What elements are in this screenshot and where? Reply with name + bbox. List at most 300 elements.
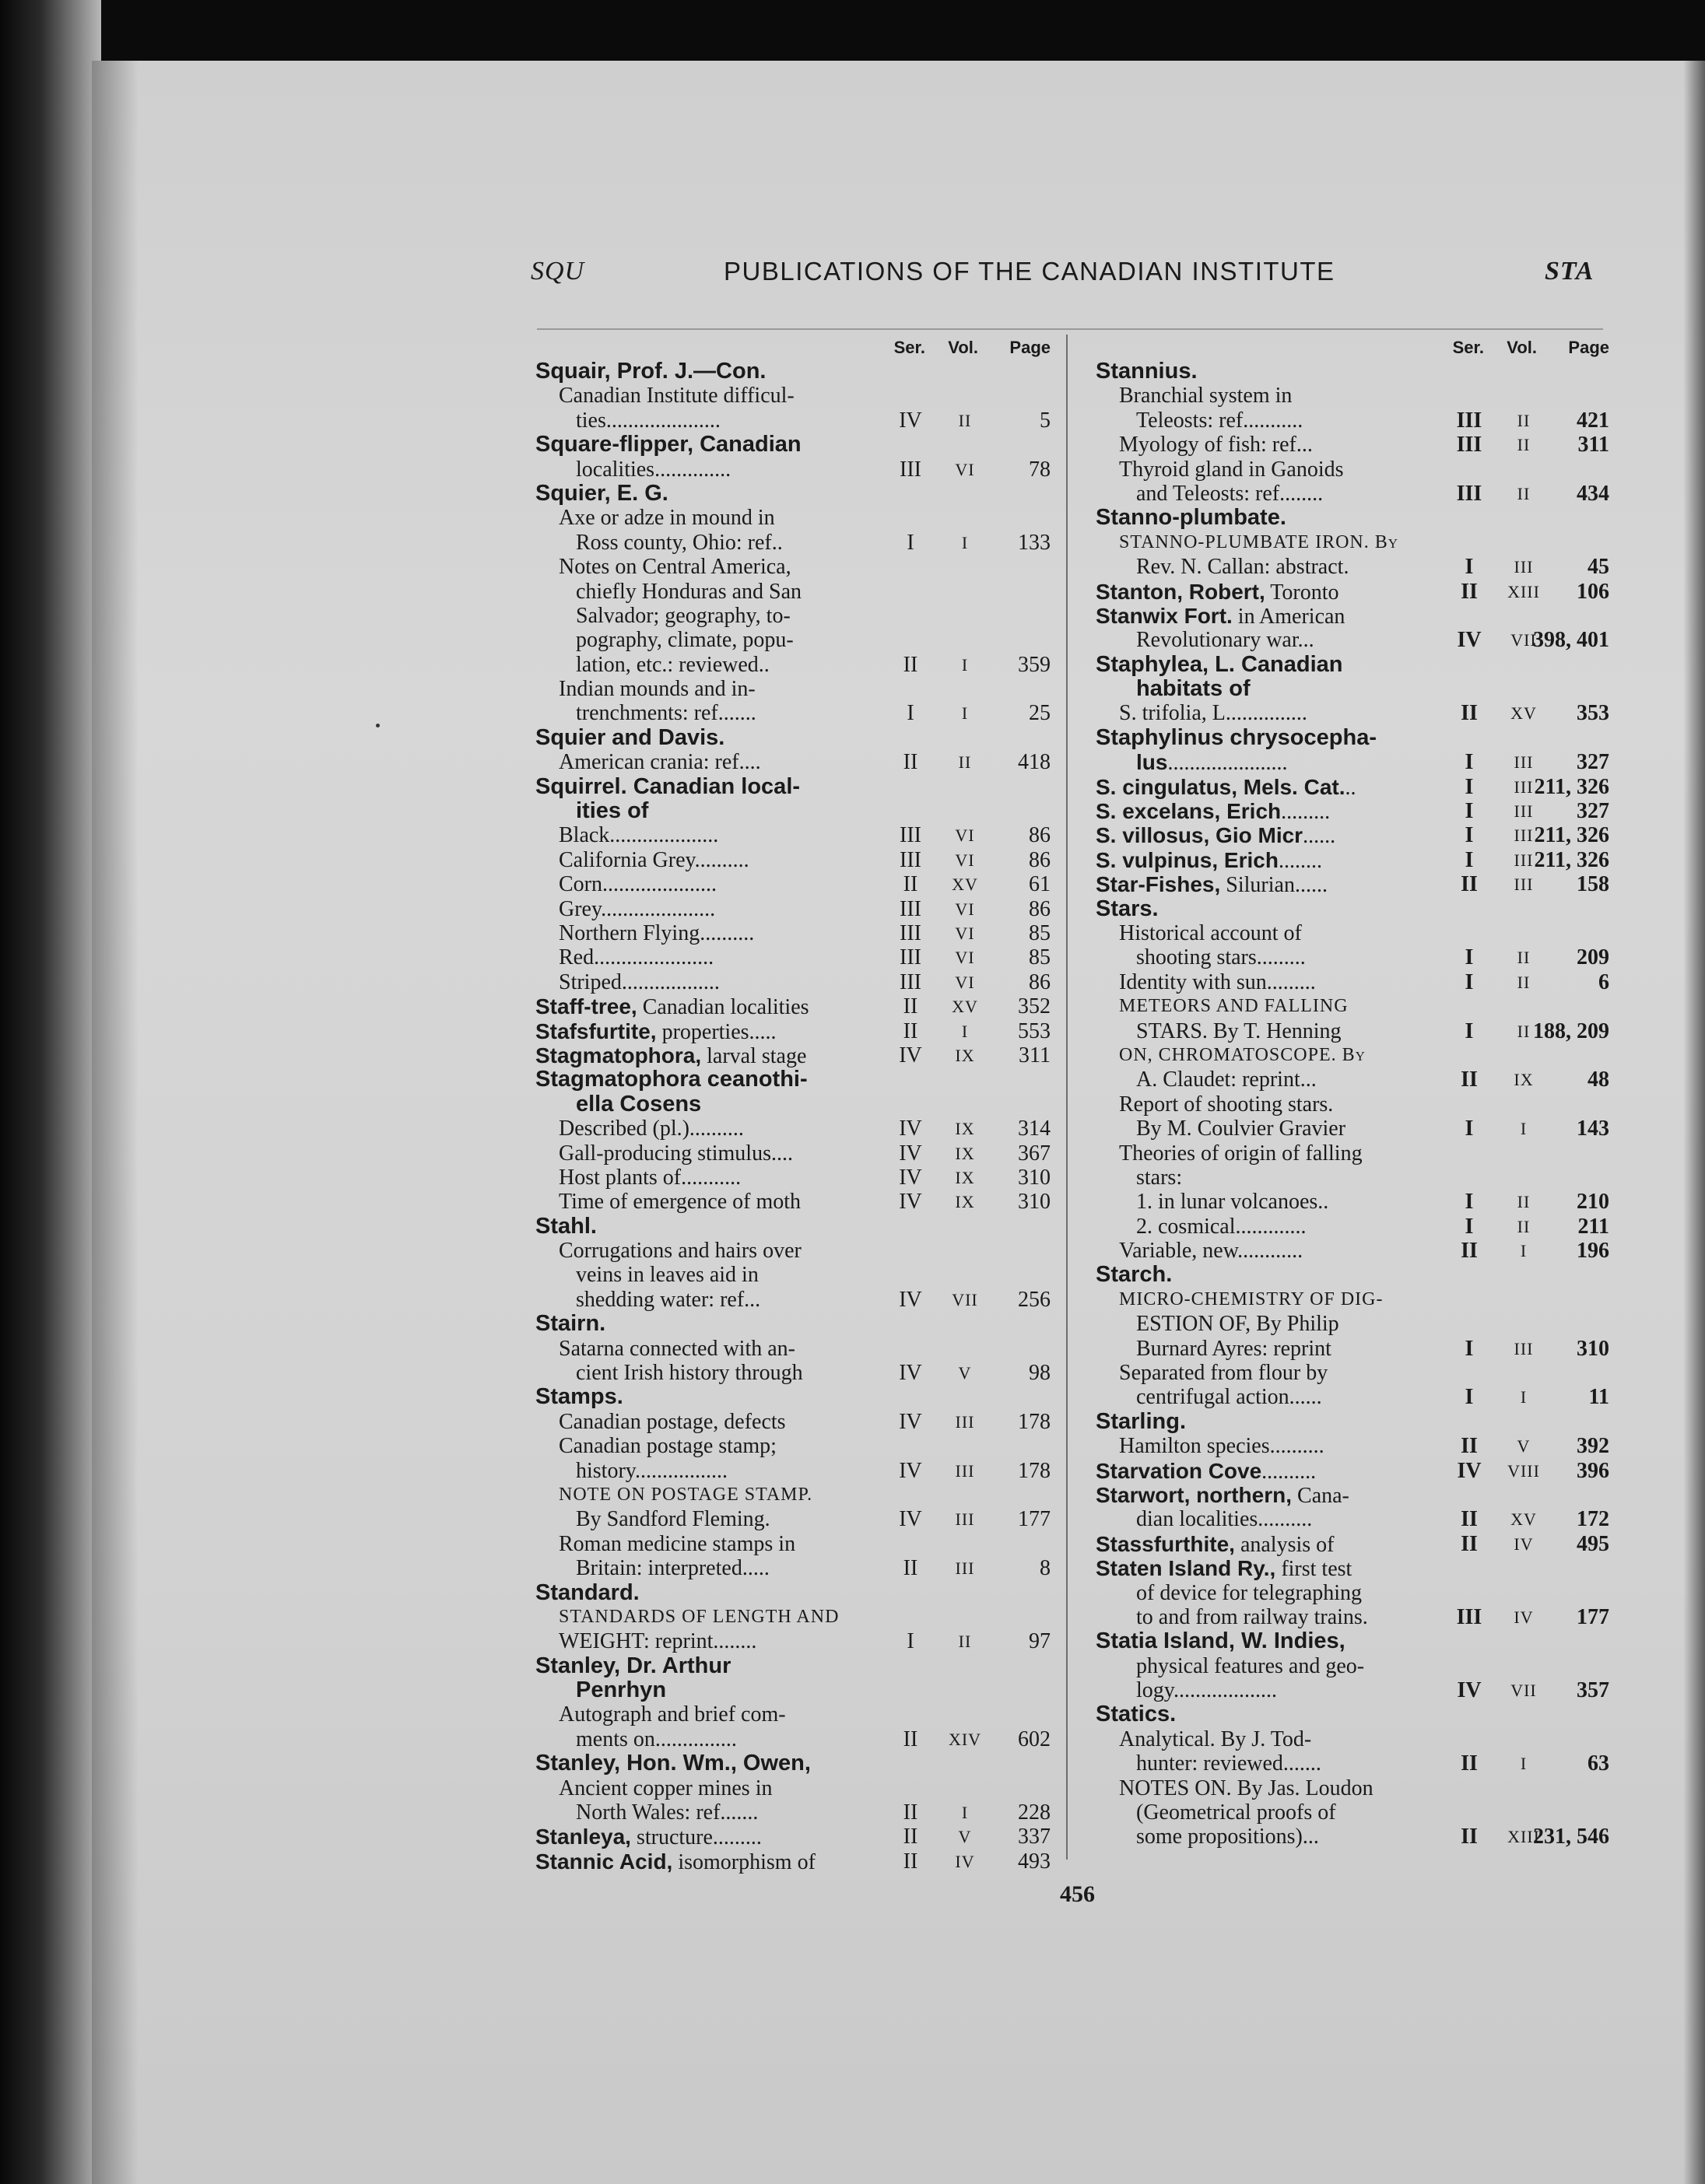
volume-number: III: [1514, 875, 1534, 895]
series-number: III: [1456, 1604, 1482, 1629]
index-entry: [1096, 994, 1609, 1018]
series-number: II: [903, 872, 918, 897]
series-number: IV: [1457, 628, 1482, 653]
index-entry: [1096, 457, 1609, 482]
index-entry: [535, 1361, 1051, 1385]
series-number: III: [900, 920, 921, 945]
entry-text: By Sandford Fleming.: [576, 1507, 770, 1532]
entry-text: S. villosus, Gio Micr......: [1096, 823, 1336, 849]
entry-text: Ross county, Ohio: ref..: [576, 530, 783, 555]
entry-text: Branchial system in: [1119, 384, 1293, 408]
index-entry: [535, 750, 1051, 774]
index-entry: [1096, 945, 1609, 969]
index-entry: [1096, 1678, 1609, 1702]
series-number: IV: [899, 1117, 922, 1141]
page-ref: 11: [1588, 1385, 1609, 1410]
header-ser: Ser.: [1452, 338, 1484, 357]
volume-number: XIII: [1507, 581, 1540, 601]
volume-number: XIV: [948, 1729, 982, 1749]
entry-text: Staten Island Ry., first test: [1096, 1556, 1352, 1582]
index-entry: [1096, 1190, 1609, 1214]
page-ref: 418: [1018, 750, 1051, 775]
volume-number: III: [1514, 850, 1534, 870]
volume-number: VI: [955, 923, 975, 943]
page-ref: 178: [1018, 1409, 1051, 1434]
series-number: IV: [899, 408, 922, 433]
page-ref: 86: [1029, 823, 1051, 848]
entry-text: ESTION OF, By Philip: [1136, 1312, 1339, 1337]
entry-text: Staff-tree, Canadian localities: [535, 994, 809, 1020]
entry-text: S. vulpinus, Erich........: [1096, 847, 1322, 873]
series-number: II: [903, 1018, 918, 1043]
series-number: I: [1465, 969, 1474, 994]
entry-text: ON, CHROMATOSCOPE. By: [1119, 1044, 1366, 1065]
entry-text: logy...................: [1136, 1678, 1277, 1703]
page-ref: 495: [1577, 1531, 1609, 1556]
index-entry: [1096, 1629, 1609, 1653]
entry-text: S. cingulatus, Mels. Cat...: [1096, 774, 1356, 800]
entry-text: American crania: ref....: [559, 750, 761, 775]
index-entry: [535, 1215, 1051, 1239]
entry-text: Axe or adze in mound in: [559, 506, 775, 531]
index-entry: [1096, 1702, 1609, 1727]
index-entry: [1096, 555, 1609, 579]
index-entry: [1096, 677, 1609, 701]
page-ref: 311: [1577, 433, 1609, 457]
index-entry: [1096, 872, 1609, 896]
header-vol: Vol.: [1507, 338, 1537, 357]
volume-number: III: [1514, 801, 1534, 822]
entry-text: NOTES ON. By Jas. Loudon: [1119, 1776, 1373, 1800]
header-rule: [537, 328, 1603, 330]
index-entry: [535, 1092, 1051, 1117]
volume-number: I: [961, 532, 969, 552]
page-ref: 98: [1029, 1361, 1051, 1386]
page-ref: 327: [1577, 750, 1609, 775]
page-ref: 211, 326: [1534, 823, 1609, 848]
volume-number: VI: [955, 850, 975, 870]
index-entry: [535, 1434, 1051, 1458]
running-head-left: SQU: [531, 257, 585, 286]
entry-heading: Stanley, Dr. Arthur: [535, 1653, 731, 1678]
index-entry: [1096, 482, 1609, 506]
volume-number: VI: [955, 459, 975, 479]
entry-text: of device for telegraphing: [1136, 1580, 1362, 1605]
volume-number: XV: [952, 875, 978, 895]
series-number: IV: [899, 1190, 922, 1215]
index-entry: [1096, 384, 1609, 408]
volume-number: I: [1520, 1241, 1528, 1261]
index-entry: [1096, 1483, 1609, 1507]
page-ref: 359: [1018, 652, 1051, 677]
entry-text: Hamilton species..........: [1119, 1434, 1324, 1459]
scan-shadow: [1683, 61, 1705, 2184]
index-entry: [535, 555, 1051, 579]
index-entry: [1096, 897, 1609, 921]
page-ref: 172: [1577, 1507, 1609, 1532]
index-entry: [535, 1459, 1051, 1483]
index-column-left: [535, 336, 1051, 1874]
volume-number: V: [958, 1827, 972, 1847]
entry-text: chiefly Honduras and San: [576, 579, 802, 604]
volume-number: VIII: [1507, 1460, 1540, 1481]
index-entry: [535, 970, 1051, 994]
page-ref: 177: [1018, 1507, 1051, 1532]
series-number: II: [903, 1800, 918, 1825]
index-entries: [1096, 359, 1609, 1849]
entry-heading: ella Cosens: [576, 1091, 702, 1117]
series-number: I: [907, 530, 914, 555]
entry-text: localities..............: [576, 457, 731, 482]
series-number: III: [900, 896, 921, 921]
page-ref: 177: [1577, 1604, 1609, 1629]
entry-heading: habitats of: [1136, 676, 1251, 702]
index-entry: [535, 457, 1051, 482]
entry-text: Red......................: [559, 945, 714, 970]
volume-number: IX: [955, 1119, 975, 1139]
entry-text: stars:: [1136, 1165, 1183, 1190]
page-ref: 209: [1577, 945, 1609, 970]
index-column-right: [1096, 336, 1609, 1849]
entry-heading: Squier, E. G.: [535, 480, 668, 506]
series-number: II: [1461, 1825, 1478, 1849]
series-number: II: [903, 994, 918, 1019]
entry-text: Satarna connected with an-: [559, 1336, 795, 1361]
entry-text: Theories of origin of falling: [1119, 1141, 1363, 1166]
series-number: I: [1465, 774, 1474, 799]
entry-text: Gall-producing stimulus....: [559, 1141, 793, 1166]
index-entry: [535, 1019, 1051, 1043]
index-entry: [535, 408, 1051, 433]
entry-text: centrifugal action......: [1136, 1385, 1322, 1410]
series-number: IV: [1457, 1458, 1482, 1483]
volume-number: I: [961, 1803, 969, 1823]
entry-text: Stannic Acid, isomorphism of: [535, 1849, 816, 1874]
entry-text: Stagmatophora, larval stage: [535, 1043, 807, 1068]
series-number: I: [1465, 555, 1474, 580]
entry-text: North Wales: ref.......: [576, 1800, 759, 1825]
volume-number: I: [961, 1021, 969, 1041]
volume-number: III: [955, 1558, 975, 1579]
series-number: I: [1465, 847, 1474, 872]
index-entry: [535, 1337, 1051, 1361]
page-ref: 106: [1577, 579, 1609, 604]
volume-number: II: [1517, 435, 1531, 455]
volume-number: I: [961, 703, 969, 724]
column-divider: [1066, 335, 1068, 1860]
series-number: IV: [899, 1458, 922, 1483]
volume-number: II: [1517, 410, 1531, 430]
entry-text: Ancient copper mines in: [559, 1776, 773, 1800]
entry-heading: Stamps.: [535, 1384, 623, 1410]
index-entry: [1096, 580, 1609, 604]
page-ref: 367: [1018, 1141, 1051, 1166]
index-entry: [1096, 1459, 1609, 1483]
page-ref: 434: [1577, 481, 1609, 506]
index-entry: [535, 775, 1051, 799]
entry-text: METEORS AND FALLING: [1119, 996, 1349, 1017]
volume-number: III: [1514, 557, 1534, 577]
index-entry: [535, 653, 1051, 677]
page-ref: 25: [1029, 701, 1051, 726]
volume-number: II: [958, 752, 972, 773]
volume-number: VI: [955, 972, 975, 992]
entry-text: Analytical. By J. Tod-: [1119, 1727, 1312, 1751]
page-ref: 314: [1018, 1117, 1051, 1141]
entry-text: Identity with sun.........: [1119, 969, 1316, 994]
index-entry: [535, 1751, 1051, 1776]
entry-heading: Standard.: [535, 1579, 640, 1605]
entry-text: Notes on Central America,: [559, 555, 791, 580]
entry-text: Northern Flying..........: [559, 920, 755, 945]
index-entry: [1096, 1361, 1609, 1385]
index-entry: [535, 1312, 1051, 1336]
index-entry: [535, 580, 1051, 604]
page-ref: 86: [1029, 896, 1051, 921]
index-entry: [1096, 1727, 1609, 1751]
entry-text: S. excelans, Erich.........: [1096, 799, 1331, 825]
page-ref: 210: [1577, 1190, 1609, 1215]
entry-heading: Starch.: [1096, 1262, 1173, 1288]
series-number: II: [1461, 1531, 1478, 1556]
entry-text: physical features and geo-: [1136, 1653, 1365, 1678]
entry-text: WEIGHT: reprint........: [559, 1629, 757, 1654]
entry-text: STARS. By T. Henning: [1136, 1018, 1342, 1043]
volume-number: VII: [1510, 1681, 1537, 1701]
index-entry: [1096, 1043, 1609, 1067]
entry-text: Striped..................: [559, 969, 720, 994]
index-entry: [535, 1190, 1051, 1214]
index-entry: [1096, 1532, 1609, 1556]
index-entry: [535, 1800, 1051, 1825]
page-ref: 86: [1029, 847, 1051, 872]
series-number: II: [1461, 1434, 1478, 1459]
index-entry: [535, 1702, 1051, 1727]
index-entry: [535, 701, 1051, 725]
page-ref: 493: [1018, 1849, 1051, 1874]
index-entry: [1096, 1141, 1609, 1166]
volume-number: XV: [1510, 703, 1537, 724]
volume-number: II: [958, 1632, 972, 1652]
index-entry: [535, 994, 1051, 1018]
index-entry: [1096, 1312, 1609, 1336]
entry-heading: Starling.: [1096, 1408, 1187, 1434]
entry-text: shedding water: ref...: [576, 1287, 761, 1312]
entry-text: Variable, new............: [1119, 1239, 1303, 1264]
index-entry: [535, 1532, 1051, 1556]
volume-number: IX: [955, 1192, 975, 1212]
volume-number: II: [1517, 1192, 1531, 1212]
index-entry: [1096, 1434, 1609, 1458]
series-number: IV: [899, 1165, 922, 1190]
series-number: IV: [899, 1507, 922, 1532]
page-ref: 196: [1577, 1239, 1609, 1264]
series-number: I: [1465, 1190, 1474, 1215]
index-entry: [535, 531, 1051, 555]
index-entry: [1096, 433, 1609, 457]
volume-number: II: [1517, 972, 1531, 992]
index-entry: [535, 1605, 1051, 1629]
page-ref: 310: [1018, 1165, 1051, 1190]
series-number: II: [903, 1849, 918, 1874]
entry-text: shooting stars.........: [1136, 945, 1306, 970]
entry-text: Starvation Cove..........: [1096, 1458, 1317, 1484]
page-ref: 392: [1577, 1434, 1609, 1459]
series-number: I: [1465, 1336, 1474, 1361]
index-entry: [535, 897, 1051, 921]
series-number: II: [1461, 1067, 1478, 1092]
entry-heading: Square-flipper, Canadian: [535, 432, 802, 457]
index-entry: [1096, 1556, 1609, 1580]
series-number: II: [1461, 1751, 1478, 1776]
running-head-title: PUBLICATIONS OF THE CANADIAN INSTITUTE: [724, 257, 1335, 286]
header-vol: Vol.: [948, 338, 978, 357]
index-entry: [535, 1654, 1051, 1678]
entry-heading: Statics.: [1096, 1702, 1177, 1727]
entry-text: Rev. N. Callan: abstract.: [1136, 555, 1349, 580]
volume-number: V: [958, 1363, 972, 1383]
index-entry: [535, 1239, 1051, 1263]
volume-number: I: [1520, 1119, 1528, 1139]
index-entry: [1096, 1067, 1609, 1092]
series-number: I: [907, 1629, 914, 1654]
entry-heading: Staphylinus chrysocepha-: [1096, 724, 1377, 750]
index-entry: [1096, 628, 1609, 652]
page-ref: 85: [1029, 945, 1051, 970]
series-number: I: [1465, 1018, 1474, 1043]
entry-heading: Squirrel. Canadian local-: [535, 773, 801, 799]
index-entry: [1096, 1288, 1609, 1312]
entry-text: Revolutionary war...: [1136, 628, 1314, 653]
page-ref: 352: [1018, 994, 1051, 1019]
page-ref: 327: [1577, 799, 1609, 824]
volume-number: VI: [955, 948, 975, 968]
index-entry: [1096, 408, 1609, 433]
series-number: II: [1461, 701, 1478, 726]
page-ref: 353: [1577, 701, 1609, 726]
entry-text: Corn.....................: [559, 872, 717, 897]
index-entry: [535, 433, 1051, 457]
header-page: Page: [1009, 338, 1051, 357]
volume-number: III: [1514, 752, 1534, 773]
series-number: II: [1461, 1239, 1478, 1264]
volume-number: XV: [952, 997, 978, 1017]
index-entry: [1096, 1776, 1609, 1800]
index-entry: [535, 1507, 1051, 1531]
entry-text: ties.....................: [576, 408, 721, 433]
index-entry: [535, 1727, 1051, 1751]
index-entry: [535, 726, 1051, 750]
page-ref: 158: [1577, 872, 1609, 897]
page-ref: 188, 209: [1533, 1018, 1609, 1043]
volume-number: IX: [955, 1167, 975, 1187]
series-number: II: [903, 1825, 918, 1849]
index-entry: [1096, 1507, 1609, 1531]
page-ref: 133: [1018, 530, 1051, 555]
page-ref: 6: [1598, 969, 1609, 994]
index-entry: [1096, 604, 1609, 628]
series-number: III: [900, 945, 921, 970]
series-number: II: [903, 652, 918, 677]
index-entry: [535, 1629, 1051, 1653]
entry-text: By M. Coulvier Gravier: [1136, 1117, 1346, 1141]
volume-number: VII: [952, 1289, 978, 1309]
index-entry: [1096, 1825, 1609, 1849]
volume-number: II: [958, 410, 972, 430]
entry-text: to and from railway trains.: [1136, 1604, 1368, 1629]
index-entry: [1096, 921, 1609, 945]
page-ref: 211, 326: [1534, 774, 1609, 799]
series-number: II: [903, 1727, 918, 1751]
scan-border: [0, 0, 101, 2184]
index-entry: [1096, 1215, 1609, 1239]
series-number: III: [900, 823, 921, 848]
volume-number: XIII: [1507, 1827, 1540, 1847]
index-entry: [535, 628, 1051, 652]
index-entry: [1096, 1751, 1609, 1776]
entry-heading: Statia Island, W. Indies,: [1096, 1628, 1345, 1654]
series-number: III: [900, 969, 921, 994]
entry-text: Described (pl.)..........: [559, 1117, 744, 1141]
entry-text: Britain: interpreted.....: [576, 1556, 770, 1581]
entry-text: Canadian Institute difficul-: [559, 384, 795, 408]
entry-text: A. Claudet: reprint...: [1136, 1067, 1317, 1092]
index-entry: [1096, 1092, 1609, 1117]
index-entry: [535, 1483, 1051, 1507]
index-entry: [535, 799, 1051, 823]
page-number: 456: [1060, 1881, 1095, 1907]
volume-number: VI: [955, 899, 975, 919]
running-head-right: STA: [1545, 257, 1594, 286]
index-entry: [1096, 1019, 1609, 1043]
index-entry: [535, 823, 1051, 847]
series-number: I: [1465, 1385, 1474, 1410]
entry-heading: Stahl.: [535, 1213, 597, 1239]
index-entries: [535, 359, 1051, 1874]
entry-text: veins in leaves aid in: [576, 1263, 759, 1288]
volume-number: III: [1514, 1338, 1534, 1358]
index-entry: [1096, 775, 1609, 799]
series-number: I: [1465, 799, 1474, 824]
index-entry: [535, 921, 1051, 945]
index-entry: [535, 384, 1051, 408]
entry-text: Corrugations and hairs over: [559, 1239, 802, 1264]
index-entry: [535, 359, 1051, 384]
index-entry: [1096, 1166, 1609, 1190]
entry-text: Host plants of...........: [559, 1165, 742, 1190]
page-ref: 398, 401: [1533, 628, 1609, 653]
entry-text: Separated from flour by: [1119, 1361, 1328, 1386]
page-ref: 310: [1577, 1336, 1609, 1361]
page-ref: 5: [1040, 408, 1051, 433]
page-ref: 8: [1040, 1556, 1051, 1581]
entry-text: MICRO-CHEMISTRY OF DIG-: [1119, 1288, 1384, 1309]
series-number: III: [900, 457, 921, 482]
index-entry: [535, 1776, 1051, 1800]
entry-text: Black....................: [559, 823, 719, 848]
entry-text: NOTE ON POSTAGE STAMP.: [559, 1484, 813, 1505]
entry-text: pography, climate, popu-: [576, 628, 794, 653]
index-entry: [1096, 970, 1609, 994]
entry-text: Salvador; geography, to-: [576, 603, 791, 628]
volume-number: I: [1520, 1387, 1528, 1408]
volume-number: III: [955, 1509, 975, 1530]
entry-heading: Stanley, Hon. Wm., Owen,: [535, 1751, 811, 1776]
entry-text: dian localities..........: [1136, 1507, 1313, 1532]
entry-text: Star-Fishes, Silurian......: [1096, 872, 1328, 898]
series-number: III: [1456, 408, 1482, 433]
index-entry: [535, 604, 1051, 628]
